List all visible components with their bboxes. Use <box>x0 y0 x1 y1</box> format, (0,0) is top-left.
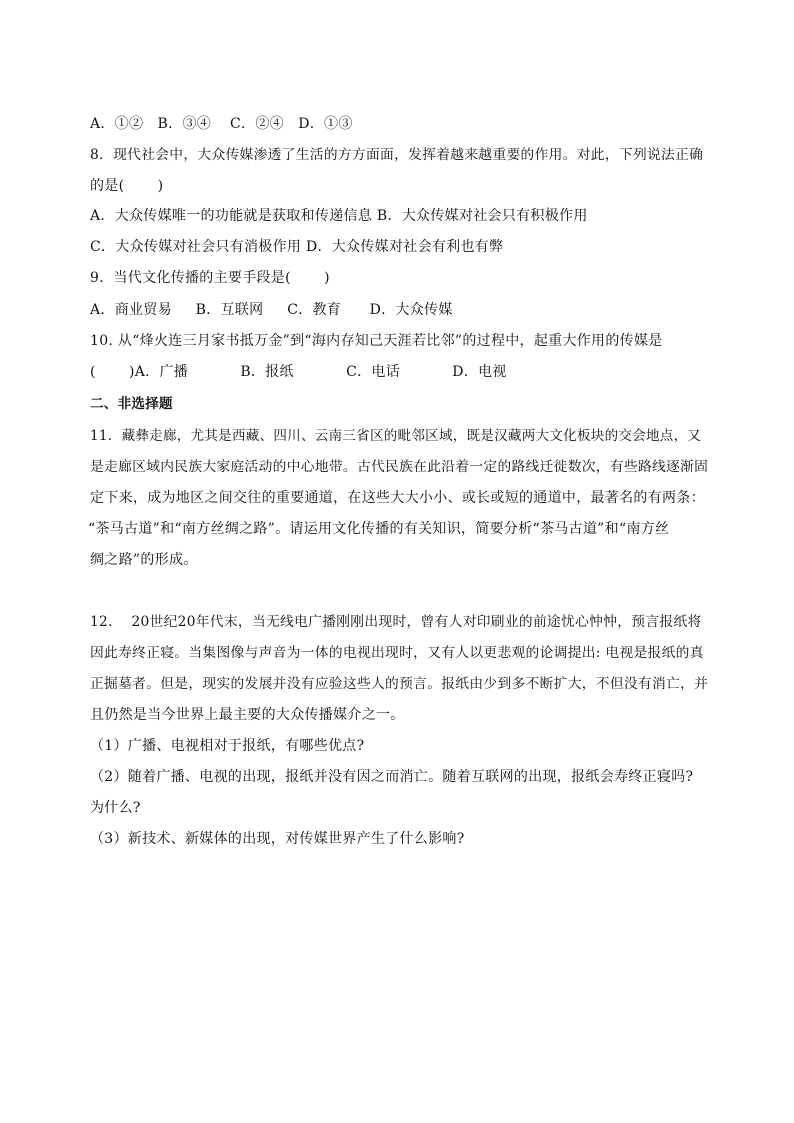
q10-stem-line2: ( )A．广播 B．报纸 C．电话 D．电视 <box>90 364 507 380</box>
q12-line4: 且仍然是当今世界上最主要的大众传播媒介之一。 <box>90 707 405 723</box>
q9-options: A．商业贸易 B．互联网 C．教育 D．大众传媒 <box>90 302 453 318</box>
q12-sub2-line2: 为什么? <box>90 800 141 816</box>
q11-line4: “茶马古道”和“南方丝绸之路”。请运用文化传播的有关知识，简要分析“茶马古道”和“南方丝 <box>88 521 670 537</box>
q11-line5: 绸之路”的形成。 <box>90 552 198 568</box>
q8-options-line2: C．大众传媒对社会只有消极作用 D．大众传媒对社会有利也有弊 <box>90 239 504 255</box>
q9-stem: 9．当代文化传播的主要手段是( ) <box>90 270 330 286</box>
q12-sub3: （3）新技术、新媒体的出现，对传媒世界产生了什么影响? <box>90 831 465 847</box>
section-heading: 二、非选择题 <box>90 396 173 412</box>
q11-line3: 定下来，成为地区之间交往的重要通道，在这些大大小小、或长或短的通道中，最著名的有两条： <box>90 490 705 506</box>
q12-line1: 12. 20世纪20年代末，当无线电广播刚刚出现时，曾有人对印刷业的前途忧心忡忡，预言报纸将 <box>90 614 702 630</box>
q12-sub1: （1）广播、电视相对于报纸，有哪些优点? <box>90 738 365 754</box>
q8-options-line1: A．大众传媒唯一的功能就是获取和传递信息 B．大众传媒对社会只有积极作用 <box>90 208 588 224</box>
q12-line3: 正掘墓者。但是，现实的发展并没有应验这些人的预言。报纸由少到多不断扩大，不但没有消亡，并 <box>90 676 709 692</box>
q7-options: A．①② B．③④ C．②④ D．①③ <box>90 116 353 132</box>
q8-stem-line2: 的是( ) <box>90 178 164 194</box>
q12-line2: 因此寿终正寝。当集图像与声音为一体的电视出现时，又有人以更悲观的论调提出: 电视是报纸的真 <box>90 645 704 661</box>
q11-line2: 是走廊区域内民族大家庭活动的中心地带。古代民族在此沿着一定的路线迁徙数次，有些路线逐渐固 <box>90 459 709 475</box>
q11-line1: 11．藏彝走廊，尤其是西藏、四川、云南三省区的毗邻区域，既是汉藏两大文化板块的交会地点，又 <box>90 428 702 444</box>
q12-sub2-line1: （2）随着广播、电视的出现，报纸并没有因之而消亡。随着互联网的出现，报纸会寿终正寝吗? <box>90 769 694 785</box>
q8-stem-line1: 8．现代社会中，大众传媒渗透了生活的方方面面，发挥着越来越重要的作用。对此，下列说法正确 <box>90 147 704 163</box>
q10-stem-line1: 10. 从“烽火连三月家书抵万金”到“海内存知己天涯若比邻”的过程中，起重大作用的传媒是 <box>90 333 663 349</box>
